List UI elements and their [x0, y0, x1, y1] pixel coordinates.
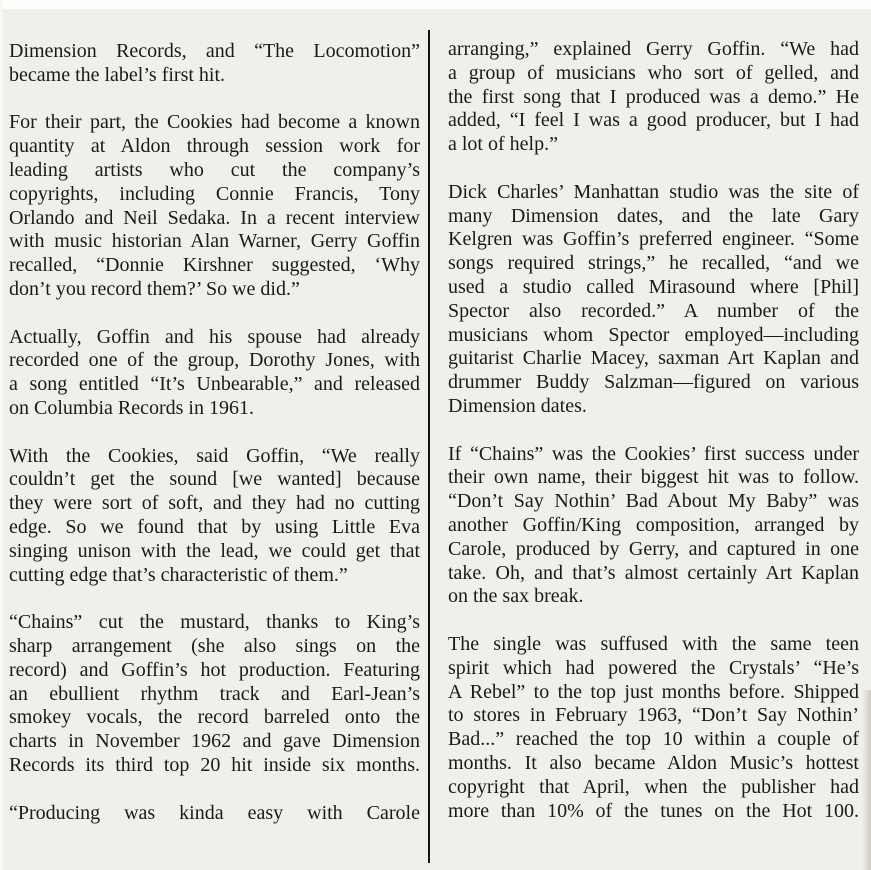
paragraph	[448, 443, 859, 610]
text-line: a group of musicians who sort of gelled, and	[448, 61, 859, 84]
text-line: became the label’s first hit.	[9, 63, 226, 86]
text-line: another Goffin/King composition, arranged by	[448, 513, 859, 536]
text-line: With the Cookies, said Goffin, “We really	[9, 444, 420, 467]
text-line: musicians whom Spector employed—including	[448, 323, 859, 346]
text-line: drummer Buddy Salzman—figured on various	[448, 371, 859, 394]
scan-edge-left	[0, 0, 3, 870]
text-line: record) and Goffin’s hot production. Featuring	[9, 658, 420, 681]
text-line: the first song that I produced was a demo.” He	[448, 85, 859, 108]
text-line: an ebullient rhythm track and Earl-Jean’s	[9, 682, 420, 705]
text-line: The single was suffused with the same teen	[448, 632, 859, 655]
text-line: If “Chains” was the Cookies’ first success under	[448, 442, 859, 465]
paragraph	[9, 611, 420, 778]
text-line: a lot of help.”	[448, 133, 558, 156]
paragraph	[9, 40, 420, 88]
text-line: recorded one of the group, Dorothy Jones, with	[9, 349, 420, 372]
text-line: Orlando and Neil Sedaka. In a recent interview	[9, 206, 420, 229]
text-line: Actually, Goffin and his spouse had already	[9, 325, 420, 348]
text-line: Carole, produced by Gerry, and captured in one	[448, 537, 859, 560]
text-line: on the sax break.	[448, 585, 584, 608]
paragraph	[448, 633, 859, 823]
text-line: Spector also recorded.” A number of the	[448, 299, 859, 322]
text-line: edge. So we found that by using Little Eva	[9, 515, 420, 538]
text-line: For their part, the Cookies had become a known	[9, 111, 420, 134]
paragraph	[9, 111, 420, 301]
text-line: months. It also became Aldon Music’s hottest	[448, 751, 859, 774]
text-line: more than 10% of the tunes on the Hot 100.	[448, 799, 859, 822]
paragraph	[448, 38, 859, 157]
text-line: used a studio called Mirasound where [Phil]	[448, 275, 859, 298]
text-line: songs required strings,” he recalled, “and we	[448, 252, 859, 275]
text-line: copyrights, including Connie Francis, Tony	[9, 182, 420, 205]
text-line: a song entitled “It’s Unbearable,” and released	[9, 373, 420, 396]
text-line: spirit which had powered the Crystals’ “He’s	[448, 656, 859, 679]
text-line: Kelgren was Goffin’s preferred engineer. “Some	[448, 228, 859, 251]
text-line: leading artists who cut the company’s	[9, 158, 420, 181]
text-line: Records its third top 20 hit inside six months.	[9, 753, 420, 776]
text-line: Dick Charles’ Manhattan studio was the site of	[448, 180, 859, 203]
text-line: many Dimension dates, and the late Gary	[448, 204, 859, 227]
paragraph	[448, 181, 859, 419]
text-line: sharp arrangement (she also sings on the	[9, 634, 420, 657]
text-line: copyright that April, when the publisher had	[448, 775, 859, 798]
text-line: to stores in February 1963, “Don’t Say Nothin’	[448, 704, 859, 727]
text-line: on Columbia Records in 1961.	[9, 396, 254, 419]
scan-edge-right	[862, 690, 871, 870]
text-line: “Chains” cut the mustard, thanks to King’s	[9, 611, 420, 634]
column-left	[9, 40, 420, 825]
text-line: their own name, their biggest hit was to follow.	[448, 466, 859, 489]
text-line: quantity at Aldon through session work for	[9, 135, 420, 158]
paragraph	[9, 802, 420, 826]
text-line: cutting edge that’s characteristic of them.”	[9, 563, 348, 586]
text-line: they were sort of soft, and they had no cutting	[9, 492, 420, 515]
text-line: Bad...” reached the top 10 within a couple of	[448, 728, 859, 751]
text-line: take. Oh, and that’s almost certainly Art Kaplan	[448, 561, 859, 584]
text-line: don’t you record them?’ So we did.”	[9, 277, 300, 300]
text-line: “Don’t Say Nothin’ Bad About My Baby” was	[448, 490, 859, 513]
text-line: recalled, “Donnie Kirshner suggested, ‘Why	[9, 254, 420, 277]
text-line: added, “I feel I was a good producer, but I had	[448, 109, 859, 132]
text-line: “Producing was kinda easy with Carole	[9, 801, 420, 824]
paragraph	[9, 445, 420, 588]
text-line: arranging,” explained Gerry Goffin. “We had	[448, 38, 859, 60]
paragraph	[9, 326, 420, 421]
text-line: charts in November 1962 and gave Dimension	[9, 730, 420, 753]
text-line: with music historian Alan Warner, Gerry Goffin	[9, 230, 420, 253]
text-line: A Rebel” to the top just months before. Shipped	[448, 680, 859, 703]
column-right	[448, 38, 859, 823]
text-line: guitarist Charlie Macey, saxman Art Kaplan and	[448, 347, 859, 370]
text-line: Dimension dates.	[448, 394, 587, 417]
text-line: Dimension Records, and “The Locomotion”	[9, 40, 420, 62]
text-line: singing unison with the lead, we could get that	[9, 539, 420, 562]
column-divider	[428, 30, 430, 863]
scan-edge-top	[0, 0, 871, 9]
text-line: couldn’t get the sound [we wanted] because	[9, 468, 420, 491]
text-line: smokey vocals, the record barreled onto the	[9, 706, 420, 729]
